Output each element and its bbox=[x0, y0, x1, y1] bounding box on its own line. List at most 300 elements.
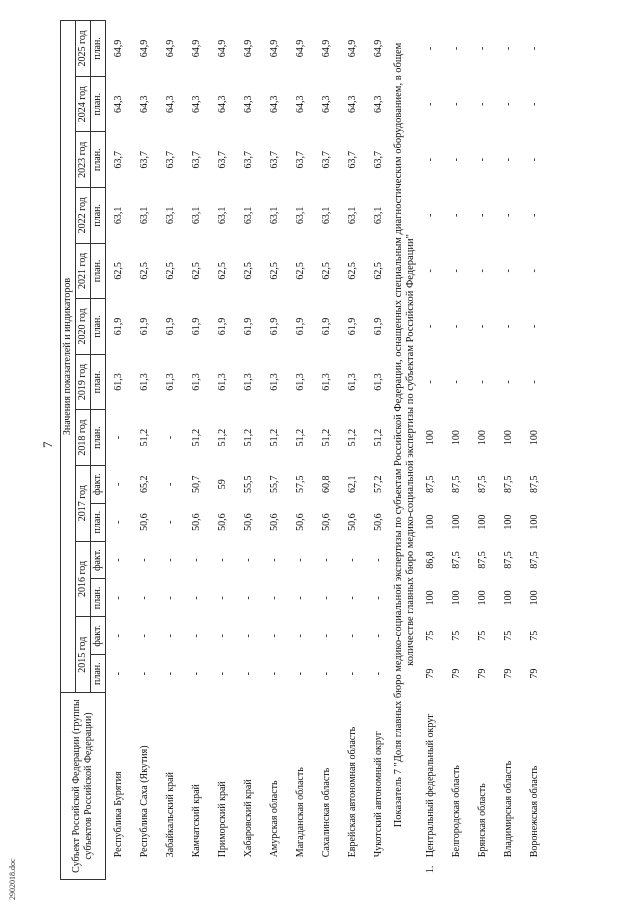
row-value-cell: - bbox=[321, 558, 332, 562]
row-value-cell: 51,2 bbox=[217, 428, 228, 447]
row-value-cell: 79 bbox=[503, 668, 514, 679]
row-value-cell: - bbox=[165, 520, 176, 524]
header-plan: план. bbox=[91, 354, 106, 410]
header-plan: план. bbox=[91, 579, 106, 617]
row-value-cell: - bbox=[529, 213, 540, 217]
row-value-cell: 61,9 bbox=[295, 317, 306, 336]
row-subject-name: Хабаровский край bbox=[243, 779, 254, 858]
row-value-cell: - bbox=[243, 558, 254, 562]
row-value-cell: 75 bbox=[425, 630, 436, 641]
row-value-cell: 62,5 bbox=[139, 262, 150, 280]
row-value-cell: 51,2 bbox=[321, 428, 332, 447]
row-value-cell: 100 bbox=[451, 590, 462, 606]
header-fact: факт. bbox=[91, 541, 106, 579]
row-value-cell: - bbox=[425, 102, 436, 106]
row-value-cell: - bbox=[477, 324, 488, 329]
row-value-cell: 50,6 bbox=[191, 513, 202, 531]
row-number bbox=[288, 859, 314, 879]
row-value-cell: 63,1 bbox=[295, 206, 306, 225]
row-value-cell: 64,3 bbox=[113, 95, 124, 113]
row-value-cell: 64,9 bbox=[165, 39, 176, 58]
row-value-cell: 63,7 bbox=[321, 151, 332, 169]
row-value-cell: 62,5 bbox=[321, 262, 332, 280]
row-value-cell: 79 bbox=[529, 668, 540, 679]
row-value-cell: 60,8 bbox=[321, 475, 332, 494]
row-number bbox=[262, 859, 288, 879]
row-number bbox=[496, 859, 522, 879]
row-value-cell: - bbox=[373, 634, 384, 638]
row-value-cell: - bbox=[451, 380, 462, 384]
row-value-cell: 62,5 bbox=[217, 262, 228, 280]
row-value-cell: 50,6 bbox=[295, 513, 306, 531]
row-value-cell: - bbox=[113, 482, 124, 486]
row-value-cell: - bbox=[529, 269, 540, 273]
row-value-cell: - bbox=[321, 596, 332, 600]
row-number bbox=[366, 859, 392, 879]
row-value-cell: 50,7 bbox=[191, 475, 202, 494]
row-subject-name: Брянская область bbox=[477, 783, 488, 858]
row-number bbox=[210, 859, 236, 879]
header-year: 2020 год bbox=[76, 299, 91, 355]
row-value-cell: 50,6 bbox=[373, 513, 384, 531]
row-value-cell: 100 bbox=[451, 430, 462, 446]
header-plan: план. bbox=[91, 188, 106, 244]
row-value-cell: - bbox=[503, 46, 514, 51]
row-value-cell: 50,6 bbox=[139, 513, 150, 531]
row-value-cell: 50,6 bbox=[321, 513, 332, 531]
row-value-cell: 62,5 bbox=[269, 262, 280, 280]
row-value-cell: - bbox=[451, 213, 462, 217]
row-value-cell: - bbox=[425, 158, 436, 162]
row-value-cell: - bbox=[165, 596, 176, 600]
row-value-cell: 100 bbox=[425, 514, 436, 530]
row-value-cell: - bbox=[347, 596, 358, 600]
row-value-cell: 55,5 bbox=[243, 475, 254, 494]
row-value-cell: 51,2 bbox=[243, 428, 254, 447]
header-year: 2017 год bbox=[76, 465, 91, 541]
table-row bbox=[132, 21, 158, 880]
row-value-cell: 63,1 bbox=[347, 206, 358, 225]
row-value-cell: 64,3 bbox=[269, 95, 280, 113]
row-value-cell: 63,1 bbox=[243, 206, 254, 225]
row-value-cell: 50,6 bbox=[269, 513, 280, 531]
row-value-cell: 55,7 bbox=[269, 475, 280, 494]
row-value-cell: 75 bbox=[503, 630, 514, 641]
table-row bbox=[288, 21, 314, 880]
row-value-cell: 100 bbox=[529, 430, 540, 446]
row-subject-name: Приморский край bbox=[217, 781, 228, 858]
table-row bbox=[366, 21, 392, 880]
row-value-cell: - bbox=[113, 435, 124, 440]
row-value-cell: - bbox=[217, 596, 228, 600]
row-value-cell: - bbox=[139, 671, 150, 676]
header-year: 2024 год bbox=[76, 76, 91, 132]
row-value-cell: 51,2 bbox=[373, 428, 384, 447]
row-value-cell: 63,7 bbox=[295, 151, 306, 169]
row-value-cell: 63,7 bbox=[165, 151, 176, 169]
row-number bbox=[132, 859, 158, 879]
row-value-cell: - bbox=[113, 520, 124, 524]
header-year: 2019 год bbox=[76, 354, 91, 410]
row-value-cell: 63,1 bbox=[139, 206, 150, 225]
row-value-cell: 61,3 bbox=[269, 373, 280, 391]
row-value-cell: - bbox=[503, 158, 514, 162]
row-value-cell: 63,1 bbox=[373, 206, 384, 225]
header-year: 2025 год bbox=[76, 21, 91, 77]
row-value-cell: - bbox=[477, 46, 488, 51]
table-row bbox=[418, 21, 444, 880]
row-subject-name: Забайкальский край bbox=[165, 772, 176, 858]
row-value-cell: 61,9 bbox=[191, 317, 202, 336]
header-year: 2018 год bbox=[76, 410, 91, 466]
row-value-cell: 61,9 bbox=[165, 317, 176, 336]
row-value-cell: 62,5 bbox=[191, 262, 202, 280]
row-value-cell: 79 bbox=[425, 668, 436, 679]
header-plan: план. bbox=[91, 76, 106, 132]
row-value-cell: 62,5 bbox=[295, 262, 306, 280]
row-number bbox=[158, 859, 184, 879]
row-value-cell: 79 bbox=[477, 668, 488, 679]
row-value-cell: - bbox=[373, 558, 384, 562]
row-value-cell: 64,3 bbox=[217, 95, 228, 113]
row-value-cell: 87,5 bbox=[477, 551, 488, 569]
row-value-cell: - bbox=[451, 158, 462, 162]
row-value-cell: - bbox=[503, 324, 514, 329]
row-value-cell: 57,5 bbox=[295, 475, 306, 494]
row-value-cell: 64,3 bbox=[243, 95, 254, 113]
row-value-cell: - bbox=[191, 634, 202, 638]
row-value-cell: 61,9 bbox=[113, 317, 124, 336]
row-value-cell: - bbox=[529, 324, 540, 329]
row-value-cell: 50,6 bbox=[243, 513, 254, 531]
row-value-cell: - bbox=[451, 269, 462, 273]
row-value-cell: 64,9 bbox=[243, 39, 254, 58]
table-row bbox=[522, 21, 548, 880]
table-row bbox=[106, 21, 133, 880]
row-value-cell: 64,9 bbox=[113, 39, 124, 58]
row-value-cell: 61,3 bbox=[373, 373, 384, 391]
header-year: 2021 год bbox=[76, 243, 91, 299]
row-value-cell: 100 bbox=[425, 430, 436, 446]
row-value-cell: 64,3 bbox=[347, 95, 358, 113]
row-value-cell: - bbox=[165, 671, 176, 676]
row-value-cell: 63,1 bbox=[321, 206, 332, 225]
row-value-cell: 51,2 bbox=[191, 428, 202, 447]
table-row bbox=[340, 21, 366, 880]
row-value-cell: 100 bbox=[503, 430, 514, 446]
header-fact: факт. bbox=[91, 617, 106, 655]
row-value-cell: - bbox=[477, 269, 488, 273]
table-row bbox=[444, 21, 470, 880]
row-value-cell: 57,2 bbox=[373, 475, 384, 494]
indicator-7-title: Показатель 7 "Доля главных бюро медико-социальной экспертизы по субъектам Российской Федерации, оснащенных специальным диагностическим оборудованием, в общем количестве главных бюро медико-социальной экспертизы по субъектам Российской Федерации" bbox=[393, 42, 416, 828]
row-number bbox=[340, 859, 366, 879]
row-subject-name: Камчатский край bbox=[191, 784, 202, 858]
row-value-cell: - bbox=[243, 634, 254, 638]
row-value-cell: 87,5 bbox=[425, 475, 436, 494]
row-value-cell: - bbox=[529, 46, 540, 51]
row-number bbox=[444, 859, 470, 879]
row-value-cell: 51,2 bbox=[139, 428, 150, 447]
row-value-cell: 75 bbox=[529, 630, 540, 641]
row-value-cell: - bbox=[425, 46, 436, 51]
row-value-cell: 61,3 bbox=[321, 373, 332, 391]
header-plan: план. bbox=[91, 503, 106, 541]
row-value-cell: - bbox=[191, 596, 202, 600]
header-year: 2015 год bbox=[76, 617, 91, 693]
row-value-cell: - bbox=[373, 671, 384, 676]
header-plan: план. bbox=[91, 410, 106, 466]
row-value-cell: - bbox=[425, 269, 436, 273]
row-value-cell: 63,7 bbox=[191, 151, 202, 169]
row-subject-name: Белгородская область bbox=[451, 765, 462, 858]
row-value-cell: 87,5 bbox=[451, 475, 462, 494]
row-value-cell: 61,3 bbox=[295, 373, 306, 391]
header-plan: план. bbox=[91, 299, 106, 355]
row-number bbox=[314, 859, 340, 879]
row-value-cell: 64,3 bbox=[295, 95, 306, 113]
row-value-cell: 63,7 bbox=[269, 151, 280, 169]
row-value-cell: 63,1 bbox=[165, 206, 176, 225]
row-value-cell: 64,9 bbox=[217, 39, 228, 58]
header-plan: план. bbox=[91, 243, 106, 299]
table-header bbox=[61, 21, 106, 880]
row-number bbox=[470, 859, 496, 879]
row-value-cell: 61,3 bbox=[113, 373, 124, 391]
row-value-cell: - bbox=[113, 596, 124, 600]
footer-file-code: 2902018.doc bbox=[8, 858, 17, 900]
row-value-cell: 50,6 bbox=[217, 513, 228, 531]
row-value-cell: - bbox=[295, 558, 306, 562]
row-value-cell: 64,9 bbox=[191, 39, 202, 58]
row-value-cell: - bbox=[425, 324, 436, 329]
row-value-cell: - bbox=[503, 380, 514, 384]
row-value-cell: 61,9 bbox=[373, 317, 384, 336]
row-value-cell: 87,5 bbox=[503, 475, 514, 494]
row-subject-name: Республика Саха (Якутия) bbox=[139, 745, 150, 858]
row-value-cell: 87,5 bbox=[451, 551, 462, 569]
row-value-cell: - bbox=[347, 558, 358, 562]
table-body-bottom bbox=[418, 21, 548, 880]
row-value-cell: - bbox=[165, 634, 176, 638]
row-value-cell: - bbox=[451, 102, 462, 106]
row-number bbox=[522, 859, 548, 879]
indicator-7-section bbox=[392, 21, 418, 880]
row-value-cell: 64,9 bbox=[139, 39, 150, 58]
row-number: 1. bbox=[425, 865, 436, 874]
row-value-cell: 75 bbox=[451, 630, 462, 641]
row-value-cell: 51,2 bbox=[347, 428, 358, 447]
row-value-cell: 64,9 bbox=[347, 39, 358, 58]
row-value-cell: 62,5 bbox=[243, 262, 254, 280]
row-value-cell: 64,9 bbox=[295, 39, 306, 58]
row-value-cell: 61,3 bbox=[347, 373, 358, 391]
row-subject-name: Центральный федеральный округ bbox=[425, 713, 436, 858]
row-value-cell: 100 bbox=[503, 514, 514, 530]
row-value-cell: - bbox=[139, 558, 150, 562]
row-value-cell: - bbox=[477, 380, 488, 384]
header-year: 2023 год bbox=[76, 132, 91, 188]
row-value-cell: 64,3 bbox=[321, 95, 332, 113]
row-value-cell: 61,9 bbox=[217, 317, 228, 336]
row-value-cell: 62,1 bbox=[347, 475, 358, 494]
row-value-cell: 61,9 bbox=[269, 317, 280, 336]
table-row bbox=[314, 21, 340, 880]
row-value-cell: 75 bbox=[477, 630, 488, 641]
row-value-cell: - bbox=[165, 482, 176, 486]
row-subject-name: Еврейская автономная область bbox=[347, 726, 358, 858]
row-value-cell: 63,7 bbox=[373, 151, 384, 169]
table-row bbox=[158, 21, 184, 880]
row-value-cell: 100 bbox=[503, 590, 514, 606]
row-value-cell: - bbox=[139, 596, 150, 600]
row-value-cell: - bbox=[503, 102, 514, 106]
row-value-cell: 61,3 bbox=[217, 373, 228, 391]
row-value-cell: - bbox=[477, 102, 488, 106]
table-row bbox=[210, 21, 236, 880]
row-value-cell: 63,7 bbox=[243, 151, 254, 169]
indicators-table bbox=[60, 20, 548, 880]
row-value-cell: - bbox=[217, 558, 228, 562]
row-subject-name: Республика Бурятия bbox=[113, 771, 124, 858]
table-row bbox=[236, 21, 262, 880]
row-value-cell: 79 bbox=[451, 668, 462, 679]
row-number bbox=[106, 859, 133, 879]
row-value-cell: - bbox=[243, 596, 254, 600]
row-value-cell: 87,5 bbox=[477, 475, 488, 494]
row-value-cell: 86,8 bbox=[425, 551, 436, 569]
row-value-cell: 61,3 bbox=[191, 373, 202, 391]
row-value-cell: 63,1 bbox=[217, 206, 228, 225]
row-value-cell: - bbox=[451, 46, 462, 51]
row-value-cell: - bbox=[321, 671, 332, 676]
row-value-cell: 61,3 bbox=[139, 373, 150, 391]
row-value-cell: - bbox=[321, 634, 332, 638]
row-value-cell: - bbox=[451, 324, 462, 329]
row-value-cell: - bbox=[529, 102, 540, 106]
row-value-cell: 59 bbox=[217, 479, 228, 490]
row-value-cell: - bbox=[113, 671, 124, 676]
row-value-cell: 61,9 bbox=[321, 317, 332, 336]
row-value-cell: 51,2 bbox=[295, 428, 306, 447]
row-value-cell: 64,9 bbox=[373, 39, 384, 58]
row-value-cell: 63,7 bbox=[217, 151, 228, 169]
row-value-cell: 61,9 bbox=[139, 317, 150, 336]
row-value-cell: 63,1 bbox=[191, 206, 202, 225]
header-year: 2016 год bbox=[76, 541, 91, 617]
row-value-cell: 64,9 bbox=[269, 39, 280, 58]
row-value-cell: 100 bbox=[451, 514, 462, 530]
row-value-cell: 61,9 bbox=[243, 317, 254, 336]
row-value-cell: 87,5 bbox=[529, 551, 540, 569]
row-value-cell: 65,2 bbox=[139, 475, 150, 494]
table-row bbox=[470, 21, 496, 880]
table-row bbox=[262, 21, 288, 880]
row-value-cell: 87,5 bbox=[503, 551, 514, 569]
row-value-cell: 64,9 bbox=[321, 39, 332, 58]
header-values-group: Значения показателей и индикаторов bbox=[61, 21, 76, 693]
row-value-cell: - bbox=[373, 596, 384, 600]
row-value-cell: - bbox=[477, 213, 488, 217]
row-value-cell: 100 bbox=[529, 514, 540, 530]
row-value-cell: - bbox=[503, 213, 514, 217]
header-fact: факт. bbox=[91, 465, 106, 503]
row-value-cell: - bbox=[425, 213, 436, 217]
row-value-cell: 62,5 bbox=[165, 262, 176, 280]
row-value-cell: - bbox=[269, 634, 280, 638]
row-value-cell: 63,1 bbox=[269, 206, 280, 225]
row-value-cell: - bbox=[191, 671, 202, 676]
row-value-cell: 100 bbox=[529, 590, 540, 606]
row-value-cell: - bbox=[165, 435, 176, 440]
row-value-cell: - bbox=[477, 158, 488, 162]
row-subject-name: Амурская область bbox=[269, 780, 280, 858]
row-value-cell: - bbox=[113, 558, 124, 562]
row-value-cell: 100 bbox=[425, 590, 436, 606]
row-value-cell: 64,3 bbox=[373, 95, 384, 113]
header-subject: Субъект Российской Федерации (группы субъектов Российской Федерации) bbox=[61, 693, 106, 880]
header-plan: план. bbox=[91, 655, 106, 693]
row-value-cell: - bbox=[529, 380, 540, 384]
row-value-cell: 62,5 bbox=[347, 262, 358, 280]
table-row bbox=[184, 21, 210, 880]
row-number bbox=[184, 859, 210, 879]
row-subject-name: Чукотский автономный округ bbox=[373, 731, 384, 858]
page-number: 7 bbox=[40, 441, 55, 448]
header-year: 2022 год bbox=[76, 188, 91, 244]
row-subject-name: Сахалинская область bbox=[321, 767, 332, 858]
row-subject-name: Владимирская область bbox=[503, 760, 514, 858]
row-value-cell: 62,5 bbox=[113, 262, 124, 280]
row-value-cell: 61,9 bbox=[347, 317, 358, 336]
row-value-cell: - bbox=[529, 158, 540, 162]
row-value-cell: 100 bbox=[477, 430, 488, 446]
row-value-cell: - bbox=[139, 634, 150, 638]
header-plan: план. bbox=[91, 21, 106, 77]
row-value-cell: - bbox=[269, 558, 280, 562]
row-value-cell: - bbox=[191, 558, 202, 562]
row-value-cell: 64,3 bbox=[191, 95, 202, 113]
row-value-cell: 61,3 bbox=[165, 373, 176, 391]
row-value-cell: 51,2 bbox=[269, 428, 280, 447]
row-value-cell: - bbox=[503, 269, 514, 273]
table-body-top bbox=[106, 21, 393, 880]
table-row bbox=[496, 21, 522, 880]
row-value-cell: 63,7 bbox=[113, 151, 124, 169]
row-value-cell: 100 bbox=[477, 514, 488, 530]
row-value-cell: - bbox=[347, 634, 358, 638]
row-value-cell: - bbox=[113, 634, 124, 638]
row-value-cell: - bbox=[165, 558, 176, 562]
row-value-cell: - bbox=[347, 671, 358, 676]
row-value-cell: - bbox=[425, 380, 436, 384]
header-plan: план. bbox=[91, 132, 106, 188]
row-subject-name: Магаданская область bbox=[295, 767, 306, 858]
row-value-cell: - bbox=[269, 596, 280, 600]
row-value-cell: 63,1 bbox=[113, 206, 124, 225]
row-value-cell: 64,3 bbox=[139, 95, 150, 113]
row-value-cell: 63,7 bbox=[139, 151, 150, 169]
row-value-cell: 63,7 bbox=[347, 151, 358, 169]
row-value-cell: 61,3 bbox=[243, 373, 254, 391]
row-subject-name: Воронежская область bbox=[529, 765, 540, 858]
row-value-cell: - bbox=[217, 671, 228, 676]
row-value-cell: 87,5 bbox=[529, 475, 540, 494]
row-value-cell: - bbox=[295, 634, 306, 638]
row-value-cell: 64,3 bbox=[165, 95, 176, 113]
row-value-cell: - bbox=[295, 671, 306, 676]
row-value-cell: 100 bbox=[477, 590, 488, 606]
